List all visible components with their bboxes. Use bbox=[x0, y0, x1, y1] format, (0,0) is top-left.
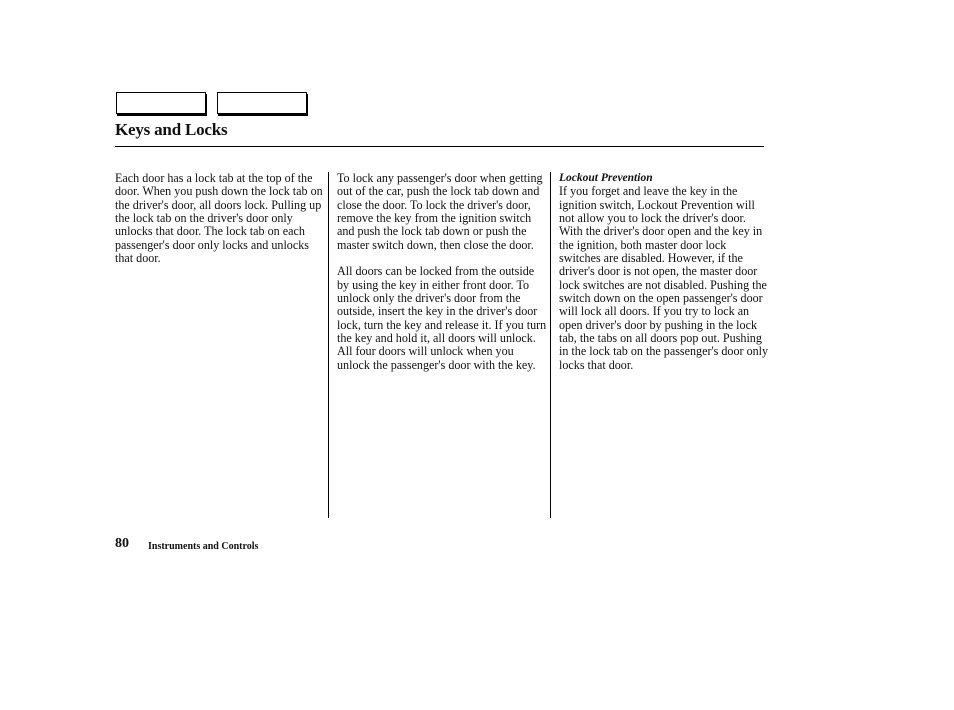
text-column-1 bbox=[115, 172, 325, 265]
paragraph: If you forget and leave the key in the ignition switch, Lockout Prevention will not allow you to lock the driver's door. With the driver's door open and the key in the ignition, both master door lock switches are disabled. However, if the driver's door is not open, the master door lock switches are not disabled. Pushing the switch down on the open passenger's door will lock all doors. If you try to lock an open driver's door by pushing in the lock tab, the tabs on all doors pop out. Pushing in the lock tab on the passenger's door only locks that door. bbox=[559, 184, 769, 372]
text-column-3 bbox=[559, 172, 769, 372]
paragraph: Each door has a lock tab at the top of the door. When you push down the lock tab on the driver's door, all doors lock. Pulling up the lock tab on the driver's door only unlocks that door. The lock tab on each passenger's door only locks and unlocks that door. bbox=[115, 171, 323, 266]
section-subheading: Lockout Prevention bbox=[559, 172, 653, 184]
text-column-2 bbox=[337, 172, 549, 372]
nav-button-previous[interactable] bbox=[116, 92, 206, 114]
column-divider bbox=[328, 172, 329, 518]
paragraph: All doors can be locked from the outside by using the key in either front door. To unlock only the driver's door from the outside, insert the key in the driver's door lock, turn the key and release it. If you turn the key and hold it, all doors will unlock. All four doors will unlock when you unlock the passenger's door with the key. bbox=[337, 264, 547, 372]
column-divider bbox=[550, 172, 551, 518]
nav-button-next[interactable] bbox=[217, 92, 307, 114]
page-number: 80 bbox=[115, 536, 129, 551]
section-name: Instruments and Controls bbox=[148, 541, 259, 552]
page-title: Keys and Locks bbox=[115, 120, 228, 139]
paragraph: To lock any passenger's door when getting out of the car, push the lock tab down and close the door. To lock the driver's door, remove the key from the ignition switch and push the lock tab down or push the master switch down, then close the door. bbox=[337, 171, 543, 252]
title-divider bbox=[115, 146, 764, 147]
